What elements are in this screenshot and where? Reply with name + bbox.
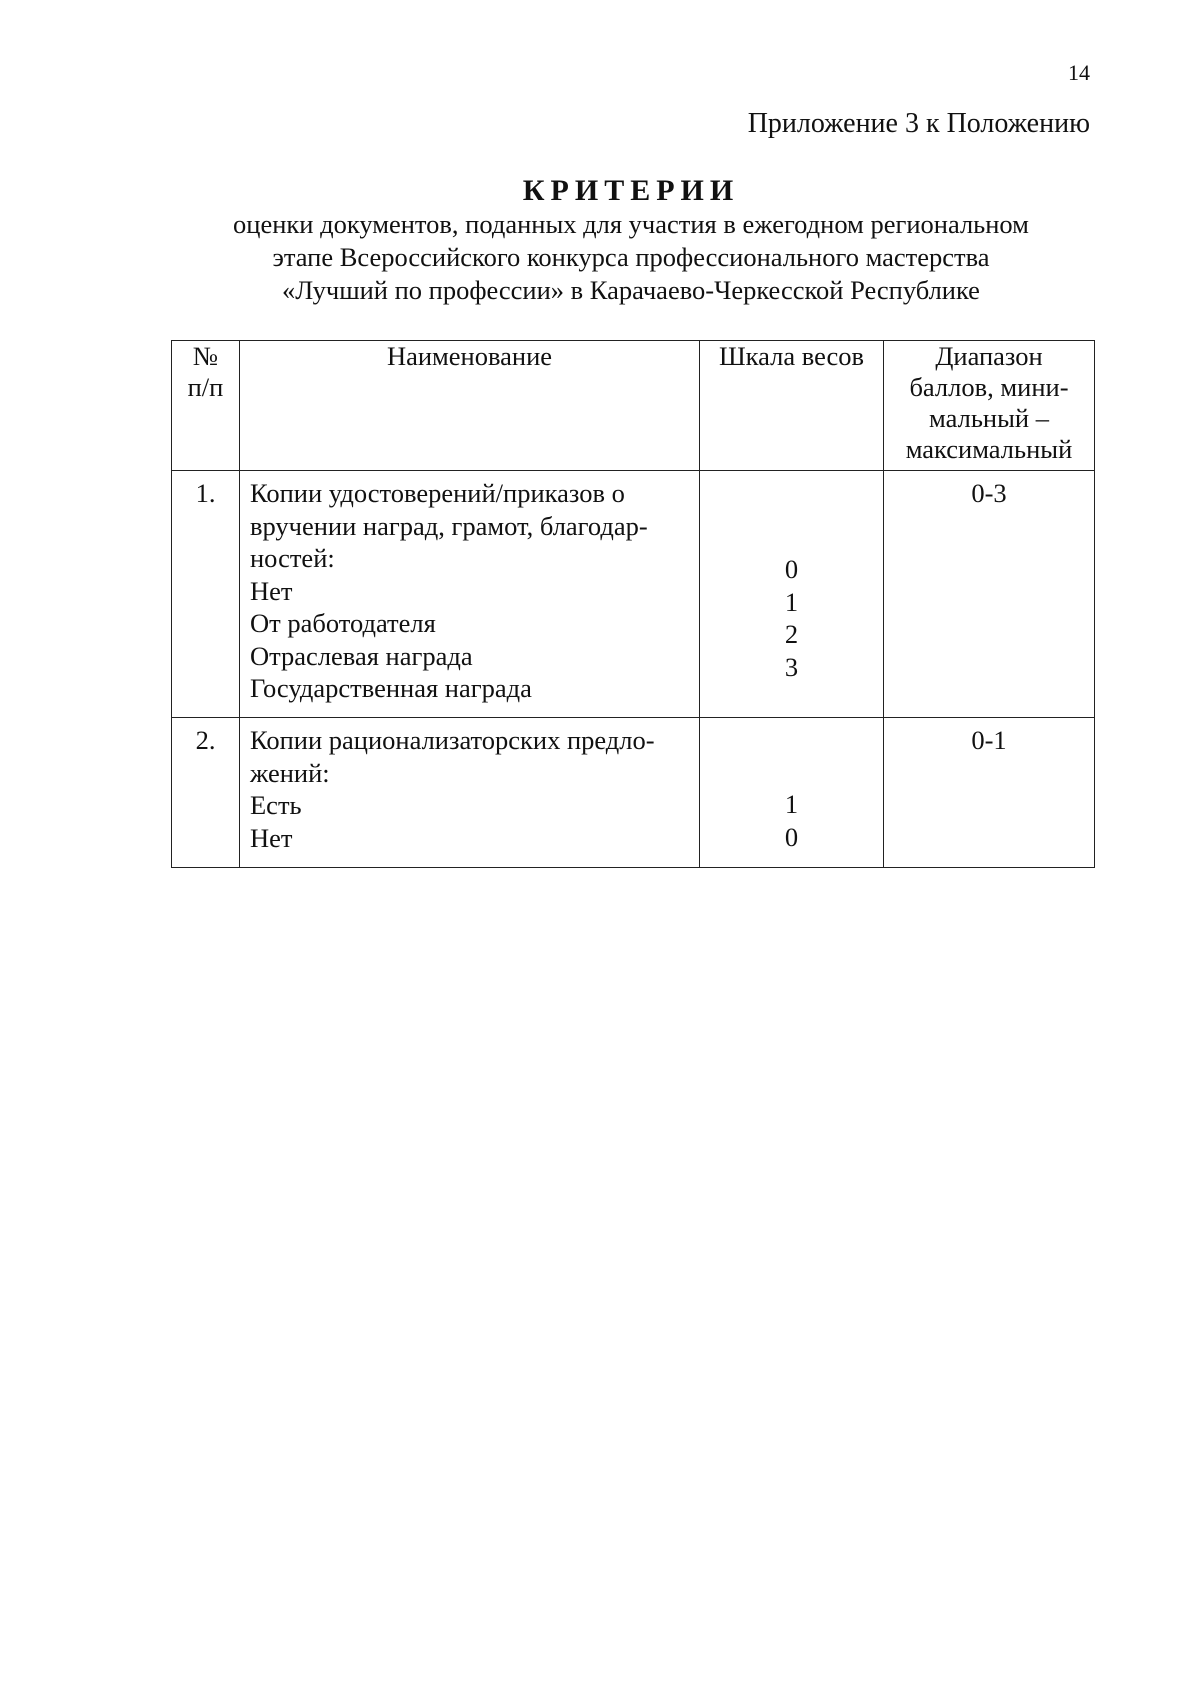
- header-range-line: Диапазон: [935, 341, 1043, 371]
- row-name-line: ностей:: [250, 543, 335, 573]
- subtitle-line: «Лучший по профессии» в Карачаево-Черкесской Республике: [282, 275, 980, 305]
- subtitle-line: оценки документов, поданных для участия в ежегодном региональном: [233, 209, 1029, 239]
- weight-value: 1: [784, 789, 799, 819]
- document-subtitle: [0, 208, 1200, 307]
- table-row: [172, 718, 1095, 868]
- header-range-line: баллов, мини-: [909, 372, 1069, 402]
- weight-value: 0: [784, 554, 799, 584]
- header-range-line: мальный –: [929, 403, 1049, 433]
- table-row: [172, 471, 1095, 718]
- criteria-table: [171, 340, 1095, 868]
- row-name-line: Есть: [250, 790, 302, 820]
- row-range: 0-3: [884, 471, 1095, 718]
- row-name: [240, 718, 700, 868]
- table-header-row: [172, 341, 1095, 471]
- row-name-line: Копии удостоверений/приказов о: [250, 478, 625, 508]
- subtitle-line: этапе Всероссийского конкурса профессионального мастерства: [272, 242, 990, 272]
- appendix-label: Приложение 3 к Положению: [747, 108, 1090, 139]
- document-title: КРИТЕРИИ: [522, 174, 740, 207]
- row-number: 2.: [172, 718, 240, 868]
- row-name-line: Нет: [250, 575, 293, 606]
- weight-value: 2: [784, 619, 799, 649]
- row-name-line: жений:: [250, 757, 330, 788]
- header-name: Наименование: [240, 341, 700, 471]
- row-name-line: Отраслевая награда: [250, 640, 473, 671]
- row-weights: [700, 471, 884, 718]
- weight-value: 3: [784, 651, 799, 682]
- header-number-line: №: [192, 341, 219, 371]
- page-number: 14: [1068, 60, 1090, 85]
- row-name: [240, 471, 700, 718]
- header-scale: Шкала весов: [700, 341, 884, 471]
- row-name-line: Нет: [250, 822, 293, 853]
- header-range-line: максимальный: [905, 434, 1073, 464]
- row-name-line: Копии рационализаторских предло-: [250, 725, 655, 755]
- row-name-line: От работодателя: [250, 608, 436, 638]
- row-name-line: Государственная награда: [250, 673, 532, 703]
- header-number: [172, 341, 240, 471]
- row-name-line: вручении наград, грамот, благодар-: [250, 510, 648, 541]
- header-number-line: п/п: [187, 372, 224, 402]
- header-range: [884, 341, 1095, 471]
- weight-value: 1: [784, 586, 799, 617]
- row-number: 1.: [172, 471, 240, 718]
- weight-value: 0: [784, 821, 799, 852]
- row-range: 0-1: [884, 718, 1095, 868]
- row-weights: [700, 718, 884, 868]
